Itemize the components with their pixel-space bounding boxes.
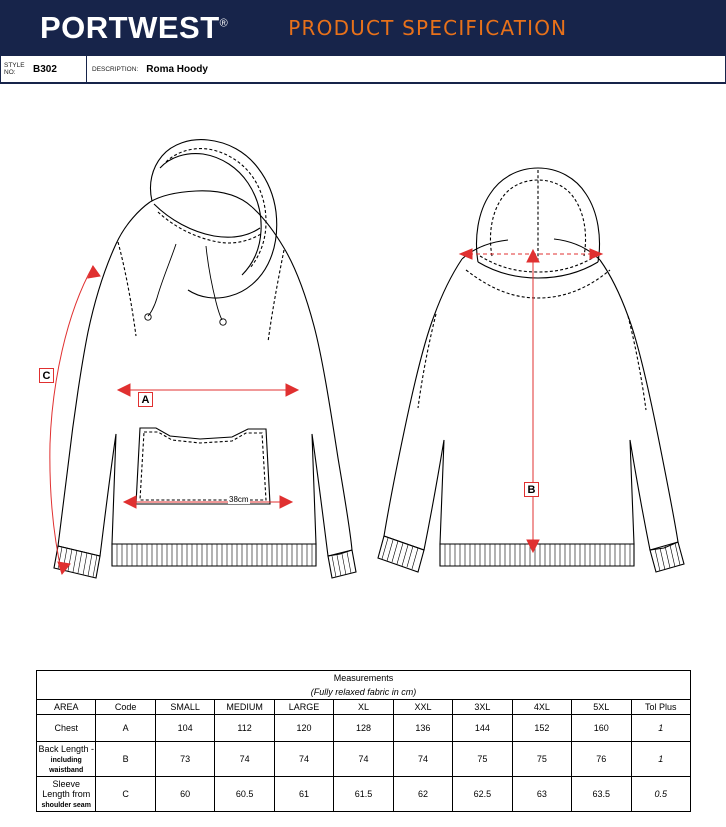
row-area-sublabel: including waistband (49, 757, 84, 774)
cell-back-small: 73 (155, 742, 214, 777)
page-header (0, 0, 726, 56)
brand-name: PORTWEST (40, 10, 220, 45)
column-header-xxl: XXL (393, 700, 452, 715)
description-field (87, 56, 725, 82)
table-row (37, 715, 691, 742)
cell-chest-5xl: 160 (572, 715, 631, 742)
cell-chest-medium: 112 (215, 715, 274, 742)
column-header-5xl: 5XL (572, 700, 631, 715)
row-area-chest (37, 715, 96, 742)
measurements-title: Measurements (37, 671, 691, 686)
style-field (1, 56, 87, 82)
cell-sleeve-4xl: 63 (512, 777, 571, 812)
column-header-large: LARGE (274, 700, 333, 715)
table-title-row (37, 671, 691, 686)
cell-chest-large: 120 (274, 715, 333, 742)
cell-chest-3xl: 144 (453, 715, 512, 742)
column-header-tol-plus: Tol Plus (631, 700, 690, 715)
cell-back-large: 74 (274, 742, 333, 777)
style-value: B302 (33, 63, 57, 75)
style-label: STYLE NO: (4, 62, 25, 76)
row-area-label: Chest (54, 723, 78, 733)
measurements-subtitle: (Fully relaxed fabric in cm) (37, 685, 691, 700)
row-code-chest: A (96, 715, 155, 742)
column-header-small: SMALL (155, 700, 214, 715)
brand-logo (40, 10, 228, 46)
dimension-marker-b: B (524, 482, 539, 497)
cell-chest-xl: 128 (334, 715, 393, 742)
row-area-label: Back Length - (38, 744, 94, 754)
row-area-back-length (37, 742, 96, 777)
measurements-table-wrap (36, 670, 691, 812)
cell-back-tol: 1 (631, 742, 690, 777)
cell-back-5xl: 76 (572, 742, 631, 777)
cell-chest-xxl: 136 (393, 715, 452, 742)
cell-chest-small: 104 (155, 715, 214, 742)
cell-chest-tol: 1 (631, 715, 690, 742)
description-label: DESCRIPTION: (92, 65, 139, 73)
cell-sleeve-small: 60 (155, 777, 214, 812)
row-code-back-length: B (96, 742, 155, 777)
column-header-area: AREA (37, 700, 96, 715)
dimension-marker-c: C (39, 368, 54, 383)
cell-sleeve-xxl: 62 (393, 777, 452, 812)
row-area-label: Sleeve Length from (42, 779, 91, 799)
column-header-medium: MEDIUM (215, 700, 274, 715)
page-title: PRODUCT SPECIFICATION (288, 16, 568, 40)
cell-sleeve-3xl: 62.5 (453, 777, 512, 812)
table-row (37, 742, 691, 777)
cell-back-xxl: 74 (393, 742, 452, 777)
cell-sleeve-5xl: 63.5 (572, 777, 631, 812)
cell-sleeve-medium: 60.5 (215, 777, 274, 812)
cell-back-3xl: 75 (453, 742, 512, 777)
cell-sleeve-tol: 0.5 (631, 777, 690, 812)
column-header-4xl: 4XL (512, 700, 571, 715)
hoody-illustration (0, 84, 726, 669)
pocket-width-label: 38cm (229, 495, 249, 504)
cell-back-4xl: 75 (512, 742, 571, 777)
table-row (37, 777, 691, 812)
row-code-sleeve-length: C (96, 777, 155, 812)
measurements-table (36, 670, 691, 812)
description-value: Roma Hoody (146, 63, 208, 75)
row-area-sublabel: shoulder seam (41, 802, 91, 809)
column-header-xl: XL (334, 700, 393, 715)
registered-mark: ® (219, 17, 229, 30)
cell-sleeve-xl: 61.5 (334, 777, 393, 812)
table-header-row (37, 700, 691, 715)
info-bar (0, 56, 726, 84)
row-area-sleeve-length (37, 777, 96, 812)
cell-sleeve-large: 61 (274, 777, 333, 812)
cell-back-xl: 74 (334, 742, 393, 777)
column-header-code: Code (96, 700, 155, 715)
dimension-marker-a: A (138, 392, 153, 407)
column-header-3xl: 3XL (453, 700, 512, 715)
cell-back-medium: 74 (215, 742, 274, 777)
technical-drawing (0, 84, 726, 669)
cell-chest-4xl: 152 (512, 715, 571, 742)
table-subtitle-row (37, 685, 691, 700)
